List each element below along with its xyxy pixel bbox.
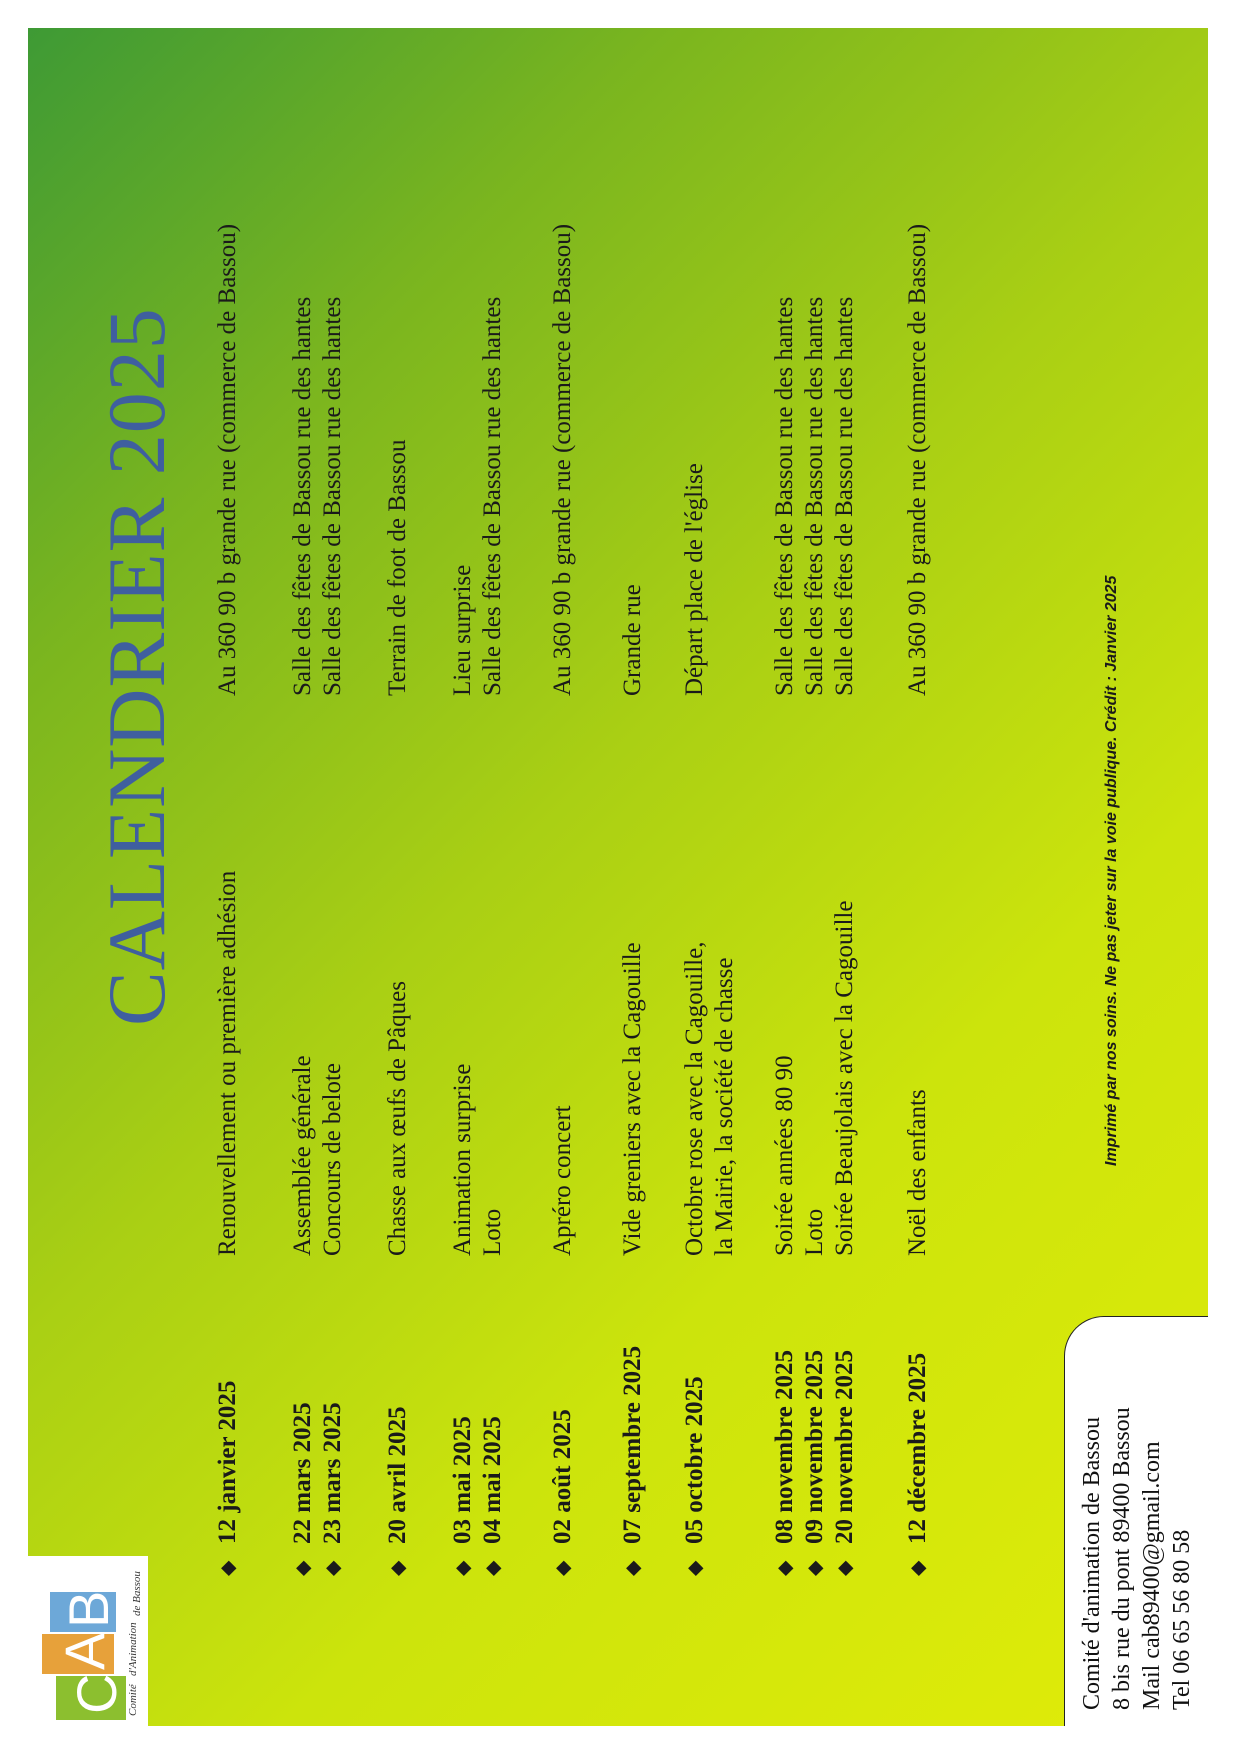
event-date: 20 novembre 2025	[831, 1350, 858, 1544]
event-activity: Apréro concert	[549, 1105, 576, 1256]
event-place: Salle des fêtes de Bassou rue des hantes	[479, 296, 506, 696]
event-place: Salle des fêtes de Bassou rue des hantes	[319, 296, 346, 696]
event-bullet: ◆	[907, 1560, 929, 1576]
event-bullet: ◆	[292, 1560, 314, 1576]
event-activity: Renouvellement ou première adhésion	[214, 870, 241, 1256]
event-place: Salle des fêtes de Bassou rue des hantes	[801, 296, 828, 696]
event-activity: Octobre rose avec la Cagouille,	[681, 941, 708, 1256]
event-date: 23 mars 2025	[319, 1402, 346, 1544]
event-activity: Chasse aux œufs de Pâques	[384, 981, 411, 1256]
event-activity: Loto	[479, 1208, 506, 1256]
logo-tagline-2: d'Animation	[127, 1622, 139, 1676]
event-date: 09 novembre 2025	[801, 1350, 828, 1544]
events-list	[28, 28, 1208, 1726]
event-date: 12 décembre 2025	[904, 1352, 931, 1544]
event-date: 12 janvier 2025	[214, 1380, 241, 1544]
event-place: Salle des fêtes de Bassou rue des hantes	[289, 296, 316, 696]
event-bullet: ◆	[452, 1560, 474, 1576]
event-place: Au 360 90 b grande rue (commerce de Bassou)	[549, 223, 576, 696]
event-date: 22 mars 2025	[289, 1402, 316, 1544]
contact-box	[1064, 1316, 1208, 1726]
event-bullet: ◆	[622, 1560, 644, 1576]
event-date: 08 novembre 2025	[771, 1350, 798, 1544]
event-date: 02 août 2025	[549, 1409, 576, 1544]
event-bullet: ◆	[552, 1560, 574, 1576]
event-place: Au 360 90 b grande rue (commerce de Bassou)	[214, 223, 241, 696]
page-title: CALENDRIER 2025	[91, 307, 182, 1026]
event-activity: la Mairie, la société de chasse	[711, 957, 738, 1256]
event-activity: Soirée années 80 90	[771, 1055, 798, 1256]
event-place: Au 360 90 b grande rue (commerce de Bassou)	[904, 223, 931, 696]
event-date: 03 mai 2025	[449, 1416, 476, 1544]
event-place: Terrain de foot de Bassou	[384, 439, 411, 696]
event-activity: Concours de belote	[319, 1062, 346, 1256]
logo-tagline-3: de Bassou	[131, 1571, 143, 1616]
logo-letter-a: A	[53, 1632, 116, 1670]
event-date: 20 avril 2025	[384, 1406, 411, 1544]
flyer-sheet	[28, 28, 1208, 1726]
event-place: Salle des fêtes de Bassou rue des hantes	[771, 296, 798, 696]
logo-letter-c: C	[65, 1673, 128, 1714]
logo-letter-b: B	[57, 1590, 120, 1628]
event-place: Grande rue	[619, 584, 646, 696]
contact-name: Comité d'animation de Bassou	[1079, 1417, 1105, 1710]
logo-tagline-1: Comité	[127, 1684, 139, 1716]
event-bullet: ◆	[482, 1560, 504, 1576]
contact-address: 8 bis rue du pont 89400 Bassou	[1109, 1407, 1135, 1710]
contact-tel: Tel 06 65 56 80 58	[1169, 1529, 1195, 1710]
event-place: Salle des fêtes de Bassou rue des hantes	[831, 296, 858, 696]
event-bullet: ◆	[217, 1560, 239, 1576]
event-bullet: ◆	[804, 1560, 826, 1576]
event-activity: Assemblée générale	[289, 1055, 316, 1256]
event-activity: Noël des enfants	[904, 1089, 931, 1256]
event-activity: Soirée Beaujolais avec la Cagouille	[831, 900, 858, 1256]
print-note: Imprimé par nos soins. Ne pas jeter sur la voie publique. Crédit : Janvier 2025	[1103, 575, 1120, 1166]
event-place: Lieu surprise	[449, 564, 476, 696]
event-bullet: ◆	[322, 1560, 344, 1576]
event-bullet: ◆	[684, 1560, 706, 1576]
event-bullet: ◆	[774, 1560, 796, 1576]
event-date: 05 octobre 2025	[681, 1376, 708, 1544]
event-bullet: ◆	[834, 1560, 856, 1576]
event-activity: Vide greniers avec la Cagouille	[619, 942, 646, 1256]
event-bullet: ◆	[387, 1560, 409, 1576]
event-date: 04 mai 2025	[479, 1416, 506, 1544]
event-date: 07 septembre 2025	[619, 1345, 646, 1544]
landscape-content	[28, 28, 1208, 1726]
event-place: Départ place de l'église	[681, 463, 708, 696]
event-activity: Loto	[801, 1208, 828, 1256]
event-activity: Animation surprise	[449, 1063, 476, 1256]
contact-mail: Mail cab89400@gmail.com	[1139, 1441, 1165, 1710]
